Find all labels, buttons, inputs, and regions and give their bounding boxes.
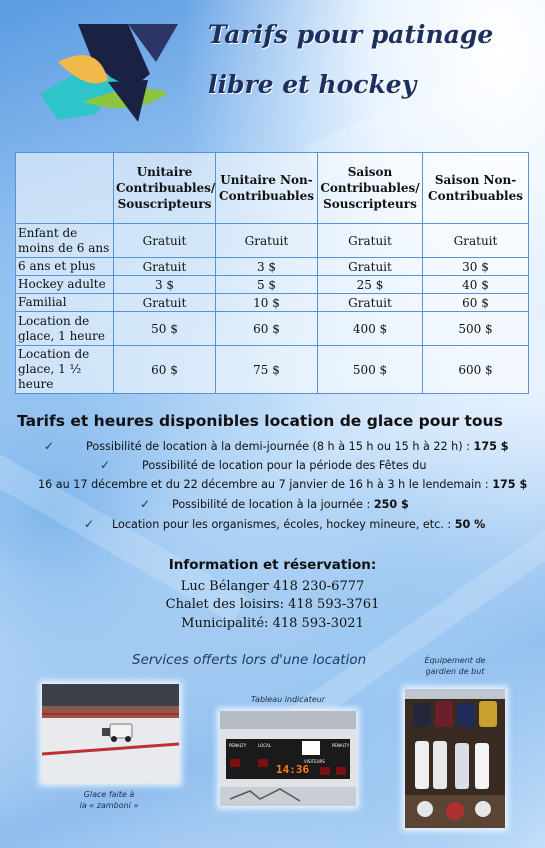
scoreboard-penalty-label: PENALTY xyxy=(229,743,247,748)
location-section-title: Tarifs et heures disponibles location de glace pour tous xyxy=(17,412,503,430)
tarifs-table xyxy=(15,152,529,394)
scoreboard-caption: Tableau indicateur xyxy=(251,695,325,704)
table-cell: 50 $ xyxy=(114,312,216,346)
checkmark-icon: ✓ xyxy=(100,458,111,472)
table-cell: 5 $ xyxy=(216,276,318,294)
table-header-row xyxy=(16,153,529,224)
location-item: ✓ Possibilité de location à la journée : 250 $ xyxy=(140,497,409,511)
title-line-2: libre et hockey xyxy=(208,70,417,99)
row-label: Location de glace, 1 ½ heure xyxy=(16,346,114,394)
table-cell: 75 $ xyxy=(216,346,318,394)
table-row xyxy=(16,224,529,258)
table-row xyxy=(16,276,529,294)
table-cell: 60 $ xyxy=(423,294,529,312)
municipality-logo xyxy=(38,22,180,126)
checkmark-icon: ✓ xyxy=(84,517,95,531)
zamboni-photo xyxy=(42,684,179,783)
zamboni-caption: Glace faite à la « zamboni » xyxy=(79,790,139,810)
title-line-1: Tarifs pour patinage xyxy=(208,20,494,49)
table-cell: 60 $ xyxy=(114,346,216,394)
table-corner-cell xyxy=(16,153,114,224)
services-title: Services offerts lors d'une location xyxy=(132,652,367,668)
contact-line: Chalet des loisirs: 418 593-3761 xyxy=(165,597,380,612)
scoreboard-visitors-label: VISITEURS xyxy=(304,759,325,764)
scoreboard-local-label: LOCAL xyxy=(258,743,271,748)
row-label: Hockey adulte xyxy=(16,276,114,294)
scoreboard-photo xyxy=(220,711,356,806)
contact-line: Luc Bélanger 418 230-6777 xyxy=(180,579,365,594)
table-cell: Gratuit xyxy=(318,294,423,312)
column-header: Unitaire Non-Contribuables xyxy=(216,153,318,224)
scoreboard-penalty-label: PENALTY xyxy=(332,743,350,748)
location-item: ✓ Possibilité de location pour la période des Fêtes du xyxy=(100,458,427,472)
table-cell: Gratuit xyxy=(318,224,423,258)
table-cell: 25 $ xyxy=(318,276,423,294)
table-cell: 400 $ xyxy=(318,312,423,346)
table-cell: Gratuit xyxy=(423,224,529,258)
table-cell: Gratuit xyxy=(318,258,423,276)
table-row xyxy=(16,346,529,394)
scoreboard-time: 14:36 xyxy=(276,763,310,776)
table-cell: 3 $ xyxy=(114,276,216,294)
table-row xyxy=(16,294,529,312)
table-cell: 40 $ xyxy=(423,276,529,294)
contact-line: Municipalité: 418 593-3021 xyxy=(181,616,364,631)
row-label: Location de glace, 1 heure xyxy=(16,312,114,346)
table-row xyxy=(16,258,529,276)
location-item: ✓ Possibilité de location à la demi-journée (8 h à 15 h ou 15 h à 22 h) : 175 $ xyxy=(44,439,509,453)
table-cell: Gratuit xyxy=(114,258,216,276)
table-cell: 10 $ xyxy=(216,294,318,312)
checkmark-icon: ✓ xyxy=(140,497,151,511)
table-cell: 600 $ xyxy=(423,346,529,394)
column-header: Saison Non-Contribuables xyxy=(423,153,529,224)
table-cell: Gratuit xyxy=(216,224,318,258)
column-header: Saison Contribuables/ Souscripteurs xyxy=(318,153,423,224)
row-label: 6 ans et plus xyxy=(16,258,114,276)
table-cell: 500 $ xyxy=(423,312,529,346)
row-label: Enfant de moins de 6 ans xyxy=(16,224,114,258)
column-header: Unitaire Contribuables/ Souscripteurs xyxy=(114,153,216,224)
table-cell: 500 $ xyxy=(318,346,423,394)
location-item-continued: 16 au 17 décembre et du 22 décembre au 7 janvier de 16 h à 3 h le lendemain : 175 $ xyxy=(38,478,528,491)
table-cell: 3 $ xyxy=(216,258,318,276)
table-cell: Gratuit xyxy=(114,294,216,312)
goalie-caption: Équipement de gardien de but xyxy=(424,656,486,676)
checkmark-icon: ✓ xyxy=(44,439,55,453)
page-title xyxy=(208,10,508,110)
table-cell: 60 $ xyxy=(216,312,318,346)
table-cell: 30 $ xyxy=(423,258,529,276)
info-title: Information et réservation: xyxy=(168,557,377,573)
table-cell: Gratuit xyxy=(114,224,216,258)
table-row xyxy=(16,312,529,346)
location-item: ✓ Location pour les organismes, écoles, hockey mineure, etc. : 50 % xyxy=(84,517,486,531)
goalie-equipment-photo xyxy=(405,689,505,828)
row-label: Familial xyxy=(16,294,114,312)
